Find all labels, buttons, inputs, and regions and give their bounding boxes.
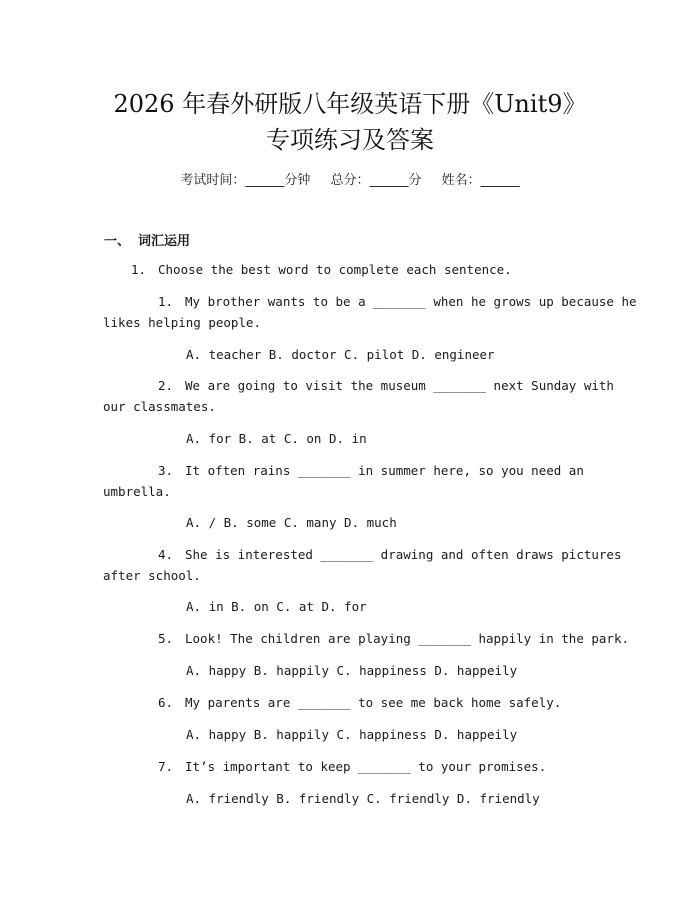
student-name-field: 姓名：______ — [441, 173, 520, 188]
question-5-options: A. happy B. happily C. happiness D. happeily — [186, 663, 518, 678]
question-number: 4. — [158, 547, 174, 562]
instruction-line — [131, 262, 512, 277]
question-number: 1. — [158, 294, 174, 309]
question-number: 5. — [158, 631, 174, 646]
question-1-line1 — [158, 294, 637, 309]
question-3-options: A. / B. some C. many D. much — [186, 515, 397, 530]
question-number: 6. — [158, 695, 174, 710]
question-3-line1 — [158, 463, 584, 478]
question-text: It’s important to keep _______ to your promises. — [185, 759, 547, 774]
question-4-line2: after school. — [103, 568, 201, 583]
question-3-line2: umbrella. — [103, 484, 171, 499]
exam-info-line — [0, 169, 700, 188]
question-7-options: A. friendly B. friendly C. friendly D. friendly — [186, 791, 540, 806]
question-6-options: A. happy B. happily C. happiness D. happeily — [186, 727, 518, 742]
instruction-text: Choose the best word to complete each sentence. — [158, 262, 512, 277]
document-title-line1: 2026 年春外研版八年级英语下册《Unit9》 — [113, 90, 587, 118]
section-title: 词汇运用 — [138, 234, 191, 249]
question-text: My parents are _______ to see me back home safely. — [185, 695, 562, 710]
question-number: 2. — [158, 378, 174, 393]
question-text: We are going to visit the museum _______ next Sunday with — [185, 378, 614, 393]
question-4-options: A. in B. on C. at D. for — [186, 599, 367, 614]
question-text: My brother wants to be a _______ when he grows up because he — [185, 294, 637, 309]
question-2-line2: our classmates. — [103, 399, 216, 414]
question-text: Look! The children are playing _______ happily in the park. — [185, 631, 630, 646]
question-1-options: A. teacher B. doctor C. pilot D. engineer — [186, 347, 495, 362]
question-number: 3. — [158, 463, 174, 478]
question-2-line1 — [158, 378, 614, 393]
question-text: It often rains _______ in summer here, so you need an — [185, 463, 584, 478]
instruction-number: 1. — [131, 262, 147, 277]
section-number: 一、 — [104, 234, 131, 249]
question-4-line1 — [158, 547, 622, 562]
question-6-line1 — [158, 695, 561, 710]
section-heading — [104, 230, 190, 249]
question-number: 7. — [158, 759, 174, 774]
question-5-line1 — [158, 631, 629, 646]
question-7-line1 — [158, 759, 546, 774]
question-text: She is interested _______ drawing and often draws pictures — [185, 547, 622, 562]
question-2-options: A. for B. at C. on D. in — [186, 431, 367, 446]
question-1-line2: likes helping people. — [103, 315, 262, 330]
document-title-line2: 专项练习及答案 — [266, 126, 434, 154]
total-score-field: 总分：______分 — [330, 173, 422, 188]
exam-time-field: 考试时间：______分钟 — [180, 173, 311, 188]
